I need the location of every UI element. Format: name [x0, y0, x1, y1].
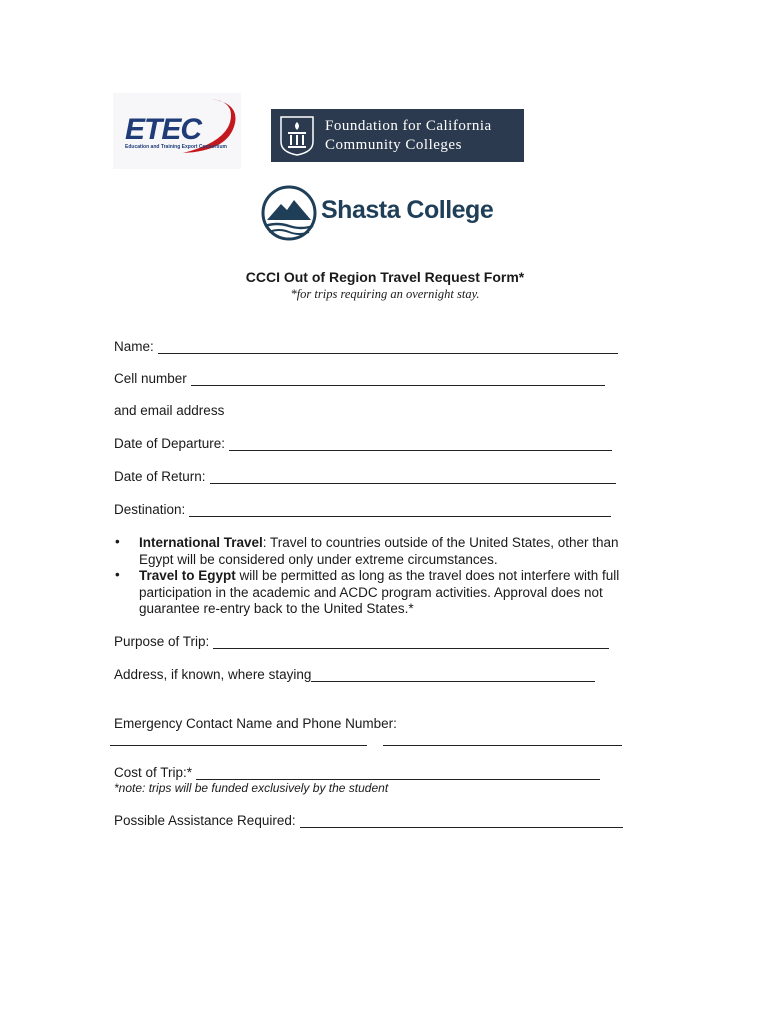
- return-field-row: [114, 469, 616, 484]
- purpose-label: Purpose of Trip:: [114, 634, 210, 649]
- departure-label: Date of Departure:: [114, 436, 226, 451]
- emergency-phone-line[interactable]: [383, 745, 622, 746]
- shasta-college-logo: [261, 182, 513, 244]
- policy-item-egypt: [114, 568, 639, 618]
- policy-item-international: [114, 535, 639, 568]
- return-label: Date of Return:: [114, 469, 206, 484]
- policy-item-title: International Travel: [139, 535, 263, 550]
- etec-logo-subtitle: Education and Training Export Consortium: [125, 144, 227, 150]
- foundation-seal-icon: [278, 114, 316, 157]
- destination-field-row: [114, 502, 611, 517]
- shasta-mountain-icon: [261, 182, 317, 244]
- cell-field-row: [114, 371, 605, 386]
- foundation-logo-line1: Foundation for California: [325, 118, 492, 134]
- assistance-line[interactable]: [300, 813, 623, 828]
- shasta-logo-text: Shasta College: [321, 196, 494, 224]
- cell-line[interactable]: [191, 371, 605, 386]
- cost-label: Cost of Trip:*: [114, 765, 193, 780]
- policy-item-text: will be permitted as long as the travel does not interfere with full participation in the academic and ACDC program activities. Approval does not guarantee re-entry back to the United States.*: [139, 568, 620, 616]
- destination-label: Destination:: [114, 502, 186, 517]
- emergency-field-row: [114, 716, 397, 731]
- emergency-name-line[interactable]: [110, 745, 367, 746]
- cost-field-row: [114, 765, 600, 780]
- policy-item-text: : Travel to countries outside of the United States, other than Egypt will be considered only under extreme circumstances.: [139, 535, 619, 567]
- bullet-icon: •: [115, 534, 120, 549]
- return-line[interactable]: [210, 469, 616, 484]
- name-label: Name:: [114, 339, 154, 354]
- emergency-label: Emergency Contact Name and Phone Number:: [114, 716, 397, 731]
- departure-line[interactable]: [229, 436, 612, 451]
- assistance-field-row: [114, 813, 623, 828]
- address-line[interactable]: [311, 667, 595, 682]
- travel-policy-list: [114, 535, 639, 618]
- foundation-logo: [271, 109, 524, 162]
- assistance-label: Possible Assistance Required:: [114, 813, 296, 828]
- foundation-logo-line2: Community Colleges: [325, 137, 462, 153]
- address-field-row: [114, 667, 595, 682]
- name-line[interactable]: [158, 339, 618, 354]
- name-field-row: [114, 339, 618, 354]
- etec-logo: [113, 93, 241, 169]
- email-field-row: [114, 403, 224, 418]
- cell-label: Cell number: [114, 371, 187, 386]
- purpose-field-row: [114, 634, 609, 649]
- form-title: CCCI Out of Region Travel Request Form*: [245, 269, 525, 285]
- bullet-icon: •: [115, 567, 120, 582]
- cost-note: *note: trips will be funded exclusively by the student: [114, 781, 389, 795]
- email-label: and email address: [114, 403, 225, 418]
- policy-item-title: Travel to Egypt: [139, 568, 236, 583]
- destination-line[interactable]: [189, 502, 611, 517]
- purpose-line[interactable]: [213, 634, 609, 649]
- address-label: Address, if known, where staying: [114, 667, 312, 682]
- form-subtitle: *for trips requiring an overnight stay.: [290, 287, 480, 301]
- etec-logo-text: ETEC: [125, 113, 202, 146]
- cost-line[interactable]: [196, 765, 600, 780]
- departure-field-row: [114, 436, 612, 451]
